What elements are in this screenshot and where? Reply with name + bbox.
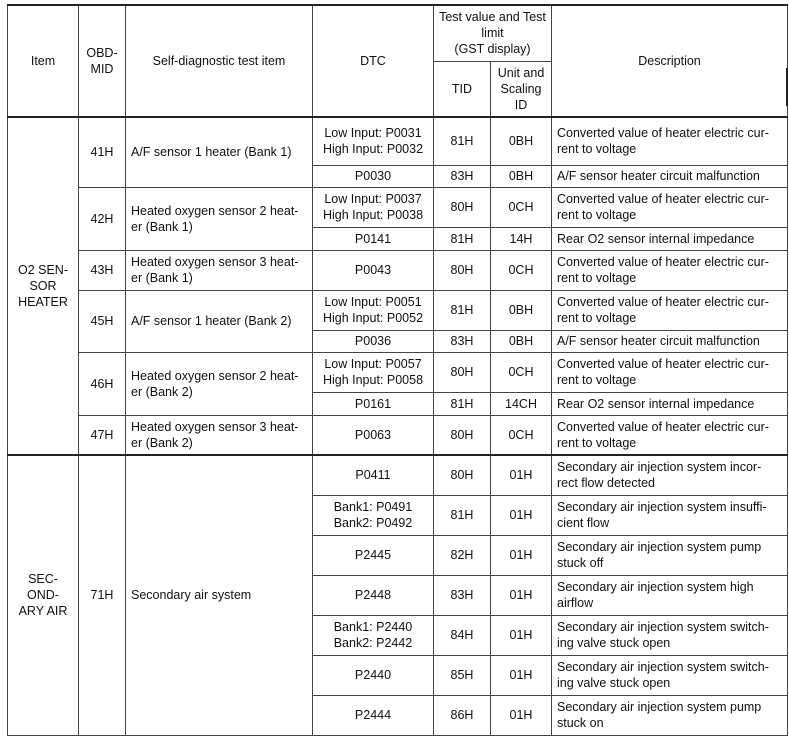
obd-mid-cell: 45H [79, 290, 126, 352]
obd-mid-cell: 41H [79, 117, 126, 187]
page-edge-mark [786, 68, 788, 106]
tid-cell: 82H [434, 535, 491, 575]
obd-mid-cell: 43H [79, 250, 126, 290]
table-row [8, 415, 788, 455]
description-cell: Secondary air injection system switch- ing valve stuck open [552, 655, 788, 695]
header-tid: TID [434, 61, 491, 117]
diagnostic-table [7, 4, 788, 736]
tid-cell: 81H [434, 290, 491, 330]
header-dtc: DTC [313, 5, 434, 117]
header-description: Description [552, 5, 788, 117]
dtc-cell: P0411 [313, 455, 434, 495]
unit-cell: 01H [491, 615, 552, 655]
dtc-cell: P0030 [313, 165, 434, 187]
unit-cell: 0BH [491, 330, 552, 352]
test-item-cell: Secondary air system [126, 455, 313, 735]
obd-mid-cell: 71H [79, 455, 126, 735]
unit-cell: 01H [491, 535, 552, 575]
tid-cell: 81H [434, 495, 491, 535]
test-item-cell: Heated oxygen sensor 3 heat- er (Bank 1) [126, 250, 313, 290]
description-cell: Secondary air injection system insuffi- cient flow [552, 495, 788, 535]
dtc-cell: Low Input: P0037 High Input: P0038 [313, 187, 434, 227]
tid-cell: 83H [434, 575, 491, 615]
tid-cell: 80H [434, 455, 491, 495]
tid-cell: 85H [434, 655, 491, 695]
table-row [8, 187, 788, 227]
tid-cell: 81H [434, 392, 491, 415]
tid-cell: 81H [434, 117, 491, 165]
tid-cell: 81H [434, 227, 491, 250]
description-cell: Secondary air injection system incor- rect flow detected [552, 455, 788, 495]
dtc-cell: P0063 [313, 415, 434, 455]
dtc-cell: P0036 [313, 330, 434, 352]
test-item-cell: A/F sensor 1 heater (Bank 1) [126, 117, 313, 187]
tid-cell: 83H [434, 165, 491, 187]
table-row [8, 290, 788, 330]
test-item-cell: A/F sensor 1 heater (Bank 2) [126, 290, 313, 352]
header-test-item: Self-diagnostic test item [126, 5, 313, 117]
description-cell: Secondary air injection system high airflow [552, 575, 788, 615]
description-cell: A/F sensor heater circuit malfunction [552, 330, 788, 352]
tid-cell: 83H [434, 330, 491, 352]
header-unit-scaling: Unit and Scaling ID [491, 61, 552, 117]
tid-cell: 80H [434, 187, 491, 227]
dtc-cell: P0043 [313, 250, 434, 290]
description-cell: Secondary air injection system pump stuck on [552, 695, 788, 735]
tid-cell: 86H [434, 695, 491, 735]
tid-cell: 84H [434, 615, 491, 655]
item-secondary-air: SEC- OND- ARY AIR [8, 455, 79, 735]
header-obd-mid: OBD- MID [79, 5, 126, 117]
unit-cell: 0BH [491, 290, 552, 330]
unit-cell: 01H [491, 695, 552, 735]
description-cell: Rear O2 sensor internal impedance [552, 392, 788, 415]
unit-cell: 0CH [491, 352, 552, 392]
unit-cell: 0CH [491, 250, 552, 290]
dtc-cell: P0141 [313, 227, 434, 250]
description-cell: Converted value of heater electric cur- rent to voltage [552, 250, 788, 290]
description-cell: Converted value of heater electric cur- rent to voltage [552, 117, 788, 165]
dtc-cell: P2445 [313, 535, 434, 575]
dtc-cell: Bank1: P2440 Bank2: P2442 [313, 615, 434, 655]
description-cell: Rear O2 sensor internal impedance [552, 227, 788, 250]
description-cell: Secondary air injection system switch- ing valve stuck open [552, 615, 788, 655]
dtc-cell: P0161 [313, 392, 434, 415]
test-item-cell: Heated oxygen sensor 2 heat- er (Bank 2) [126, 352, 313, 415]
unit-cell: 14H [491, 227, 552, 250]
unit-cell: 0BH [491, 165, 552, 187]
dtc-cell: Low Input: P0051 High Input: P0052 [313, 290, 434, 330]
unit-cell: 0CH [491, 415, 552, 455]
item-o2-sensor-heater: O2 SEN- SOR HEATER [8, 117, 79, 455]
unit-cell: 01H [491, 455, 552, 495]
table-row [8, 352, 788, 392]
table-row [8, 455, 788, 495]
tid-cell: 80H [434, 250, 491, 290]
unit-cell: 01H [491, 575, 552, 615]
unit-cell: 01H [491, 495, 552, 535]
tid-cell: 80H [434, 415, 491, 455]
dtc-cell: P2440 [313, 655, 434, 695]
table-row [8, 117, 788, 165]
description-cell: A/F sensor heater circuit malfunction [552, 165, 788, 187]
test-item-cell: Heated oxygen sensor 2 heat- er (Bank 1) [126, 187, 313, 250]
header-item: Item [8, 5, 79, 117]
description-cell: Secondary air injection system pump stuck off [552, 535, 788, 575]
table-row [8, 250, 788, 290]
dtc-cell: P2448 [313, 575, 434, 615]
dtc-cell: P2444 [313, 695, 434, 735]
test-item-cell: Heated oxygen sensor 3 heat- er (Bank 2) [126, 415, 313, 455]
description-cell: Converted value of heater electric cur- rent to voltage [552, 187, 788, 227]
unit-cell: 0CH [491, 187, 552, 227]
dtc-cell: Low Input: P0057 High Input: P0058 [313, 352, 434, 392]
header-test-value: Test value and Test limit (GST display) [434, 5, 552, 61]
dtc-cell: Bank1: P0491 Bank2: P0492 [313, 495, 434, 535]
obd-mid-cell: 42H [79, 187, 126, 250]
description-cell: Converted value of heater electric cur- rent to voltage [552, 290, 788, 330]
dtc-cell: Low Input: P0031 High Input: P0032 [313, 117, 434, 165]
description-cell: Converted value of heater electric cur- rent to voltage [552, 415, 788, 455]
tid-cell: 80H [434, 352, 491, 392]
obd-mid-cell: 47H [79, 415, 126, 455]
unit-cell: 01H [491, 655, 552, 695]
obd-mid-cell: 46H [79, 352, 126, 415]
description-cell: Converted value of heater electric cur- rent to voltage [552, 352, 788, 392]
unit-cell: 14CH [491, 392, 552, 415]
unit-cell: 0BH [491, 117, 552, 165]
